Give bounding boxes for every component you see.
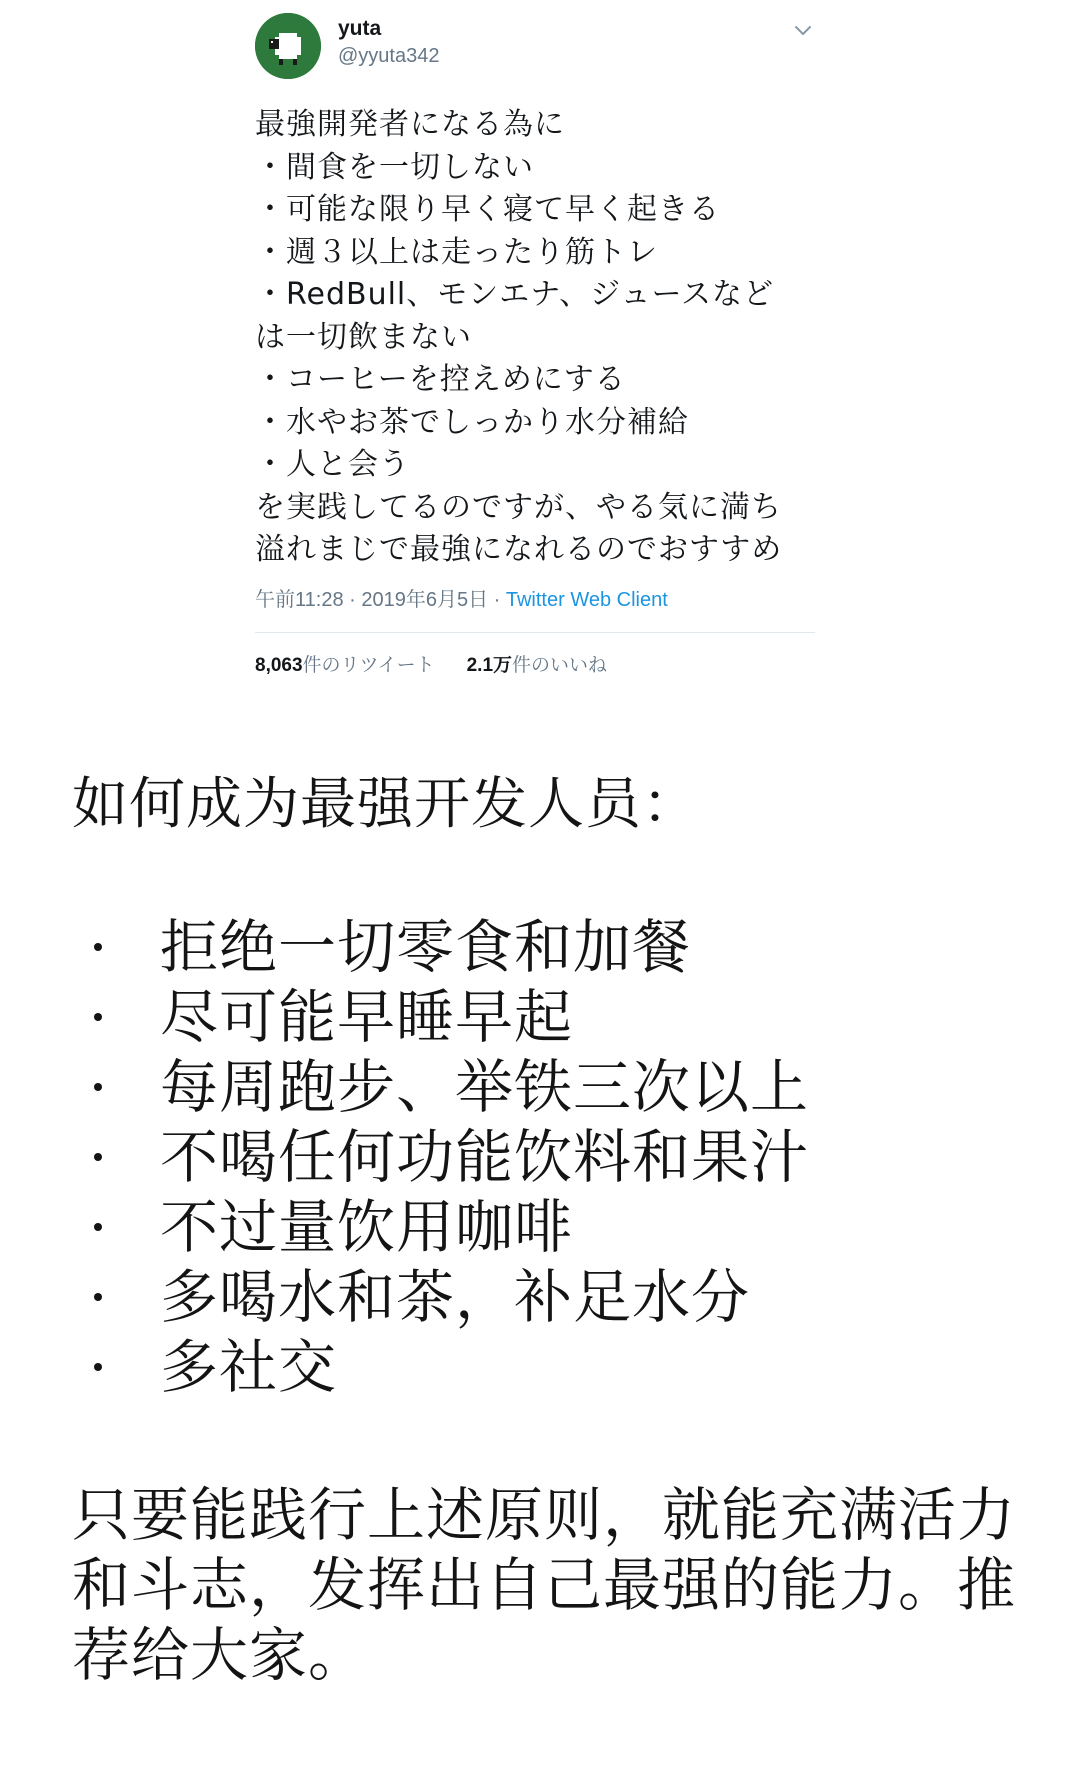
bullet-icon	[94, 1153, 102, 1161]
tweet-line: 最強開発者になる為に	[255, 107, 565, 142]
list-item	[72, 1332, 1032, 1402]
list-item	[72, 982, 1032, 1052]
display-name[interactable]: yuta	[338, 17, 382, 40]
tweet-line: ・間食を一切しない	[255, 149, 534, 185]
tweet-line: 溢れまじで最強になれるのでおすすめ	[255, 532, 783, 567]
tweet-line: ・コーヒーを控えめにする	[255, 362, 626, 397]
conclusion-line: 只要能践行上述原则，就能充满活力	[72, 1481, 1017, 1549]
tweet-header	[255, 10, 815, 80]
tweet-line: ・週３以上は走ったり筋トレ	[255, 234, 658, 270]
retweet-count: 8,063	[255, 654, 303, 676]
retweet-stat[interactable]	[255, 655, 435, 676]
tweet-line: ・人と会う	[255, 447, 410, 482]
tweet-stats	[255, 653, 815, 679]
list-item-text: 尽可能早睡早起	[160, 983, 574, 1051]
bullet-icon	[94, 1013, 102, 1021]
conclusion-line: 和斗志，发挥出自己最强的能力。推	[72, 1551, 1017, 1619]
list-item	[72, 1122, 1032, 1192]
conclusion-line: 荐给大家。	[72, 1621, 368, 1689]
bullet-icon	[94, 943, 102, 951]
tweet-text	[255, 104, 815, 572]
tweet-card	[255, 10, 815, 679]
tweet-timestamp[interactable]: 午前11:28 · 2019年6月5日 ·	[255, 588, 506, 611]
list-item	[72, 1262, 1032, 1332]
retweet-label: 件のリツイート	[302, 654, 435, 676]
list-item-text: 不喝任何功能饮料和果汁	[160, 1123, 810, 1191]
translation-conclusion	[72, 1480, 1032, 1690]
user-names	[338, 16, 439, 70]
bullet-icon	[94, 1363, 102, 1371]
pixel-sheep-icon	[255, 13, 321, 79]
divider	[255, 632, 815, 633]
like-stat[interactable]	[467, 655, 607, 676]
list-item	[72, 1052, 1032, 1122]
list-item	[72, 1192, 1032, 1262]
tweet-line: ・水やお茶でしっかり水分補給	[255, 404, 689, 440]
tweet-source-link[interactable]: Twitter Web Client	[505, 588, 668, 611]
bullet-icon	[94, 1293, 102, 1301]
tweet-line: は一切飲まない	[255, 319, 472, 355]
avatar[interactable]	[255, 13, 321, 79]
tweet-line: を実践してるのですが、やる気に満ち	[255, 489, 782, 525]
bullet-icon	[94, 1223, 102, 1231]
tweet-metadata	[255, 586, 815, 614]
tweet-line: ・RedBull、モンエナ、ジュースなど	[255, 277, 775, 312]
list-item-text: 不过量饮用咖啡	[160, 1193, 574, 1261]
list-item-text: 多喝水和茶，补足水分	[160, 1263, 751, 1331]
list-item-text: 每周跑步、举铁三次以上	[160, 1053, 810, 1121]
like-label: 件のいいね	[512, 654, 608, 676]
list-item-text: 多社交	[160, 1333, 338, 1401]
translation-list	[72, 912, 1032, 1402]
user-handle[interactable]: @yyuta342	[338, 45, 440, 67]
translation-title: 如何成为最强开发人员：	[72, 772, 699, 837]
tweet-line: ・可能な限り早く寝て早く起きる	[255, 192, 720, 227]
chevron-down-icon[interactable]	[791, 18, 815, 42]
list-item-text: 拒绝一切零食和加餐	[160, 913, 692, 981]
list-item	[72, 912, 1032, 982]
bullet-icon	[94, 1083, 102, 1091]
translation-section	[72, 770, 1032, 1690]
like-count: 2.1万	[466, 654, 513, 676]
